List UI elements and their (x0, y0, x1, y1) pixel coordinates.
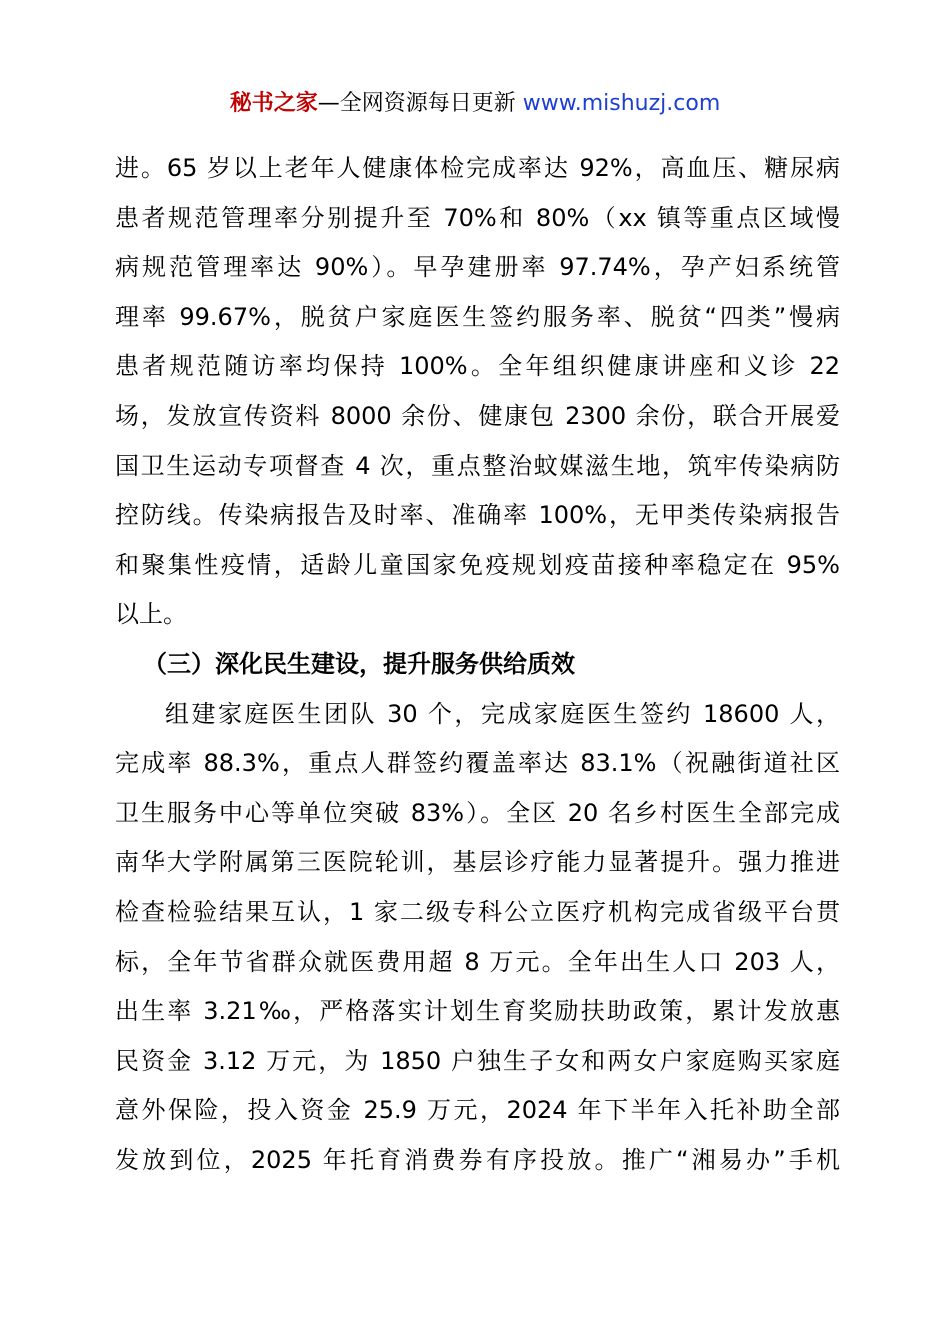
text-line: 卫生服务中心等单位突破 83%）。全区 20 名乡村医生全部完成 (115, 798, 840, 827)
text-line: 检查检验结果互认，1 家二级专科公立医疗机构完成省级平台贯 (115, 897, 840, 926)
text-line: 病规范管理率达 90%）。早孕建册率 97.74%，孕产妇系统管 (115, 253, 840, 282)
paragraph-1 (115, 144, 840, 640)
text-line: 场，发放宣传资料 8000 余份、健康包 2300 余份，联合开展爱 (115, 401, 840, 430)
text-line: 患者规范管理率分别提升至 70%和 80%（xx 镇等重点区域慢 (115, 203, 840, 232)
text-line: 南华大学附属第三医院轮训，基层诊疗能力显著提升。强力推进 (115, 848, 840, 877)
header-brand: 秘书之家 (229, 91, 318, 116)
text-line: 和聚集性疫情，适龄儿童国家免疫规划疫苗接种率稳定在 95% (115, 550, 840, 579)
text-line: 国卫生运动专项督查 4 次，重点整治蚊媒滋生地，筑牢传染病防 (115, 451, 840, 480)
text-line: 理率 99.67%，脱贫户家庭医生签约服务率、脱贫“四类”慢病 (115, 302, 840, 331)
text-line: 患者规范随访率均保持 100%。全年组织健康讲座和义诊 22 (115, 352, 840, 381)
header-site-link[interactable]: www.mishuzj.com (522, 91, 721, 116)
text-line: 发放到位，2025 年托育消费券有序投放。推广“湘易办”手机 (115, 1145, 840, 1174)
text-line: 以上。 (115, 600, 187, 629)
section-heading: （三）深化民生建设，提升服务供给质效 (143, 649, 575, 678)
text-line: 控防线。传染病报告及时率、准确率 100%，无甲类传染病报告 (115, 501, 840, 530)
text-line: 进。65 岁以上老年人健康体检完成率达 92%，高血压、糖尿病 (115, 154, 840, 182)
text-line: 意外保险，投入资金 25.9 万元，2024 年下半年入托补助全部 (115, 1096, 840, 1125)
text-line: 出生率 3.21‰，严格落实计划生育奖励扶助政策，累计发放惠 (115, 997, 840, 1026)
header-slogan: —全网资源每日更新 (317, 91, 516, 116)
text-line: 完成率 88.3%，重点人群签约覆盖率达 83.1%（祝融街道社区 (115, 749, 840, 778)
text-line: 标，全年节省群众就医费用超 8 万元。全年出生人口 203 人， (115, 947, 840, 976)
document-body (115, 144, 840, 1185)
page-header (0, 88, 950, 120)
text-line: 民资金 3.12 万元，为 1850 户独生子女和两女户家庭购买家庭 (115, 1046, 840, 1075)
text-line: 组建家庭医生团队 30 个，完成家庭医生签约 18600 人， (165, 699, 840, 728)
paragraph-2 (115, 690, 840, 1186)
